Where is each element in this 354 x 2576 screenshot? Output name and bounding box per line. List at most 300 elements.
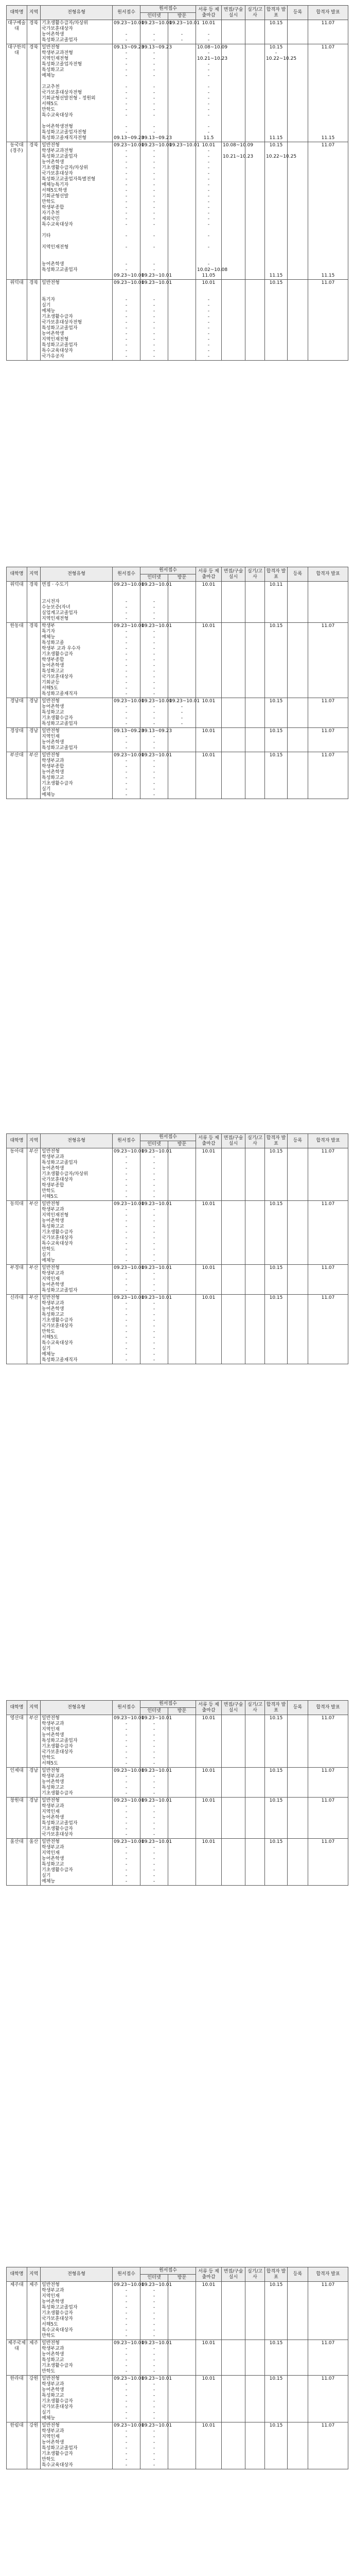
cell-line: [169, 337, 194, 343]
cell-line: [223, 354, 244, 360]
cell-line: [309, 1318, 347, 1324]
cell-line: -: [153, 704, 155, 709]
cell-line: [169, 1727, 194, 1733]
cell-line: -: [153, 2463, 155, 2468]
cell-line: [289, 26, 307, 32]
header-registration: 등록: [288, 567, 308, 582]
cell-line: [197, 745, 220, 751]
cell-line: 09.23~10.01: [114, 623, 145, 629]
cell-line: [246, 2288, 263, 2294]
cell-line: -: [153, 211, 155, 216]
cell-line: [246, 1183, 263, 1189]
application-dates: [113, 280, 145, 361]
cell-line: 09.13~09.23: [141, 45, 172, 50]
cell-line: -: [125, 262, 128, 267]
cell-line: [309, 256, 347, 262]
cell-line: 특성화고교: [42, 67, 64, 73]
cell-line: [266, 663, 286, 669]
cell-line: [289, 1282, 307, 1288]
visit-dates: [168, 280, 196, 361]
cell-line: -: [125, 1282, 128, 1287]
cell-line: [197, 1271, 220, 1277]
cell-line: [169, 90, 194, 96]
cell-line: [169, 73, 194, 79]
cell-line: 09.23~10.01: [114, 2376, 145, 2381]
cell-line: [289, 2463, 307, 2468]
cell-line: [309, 635, 347, 640]
cell-line: [197, 2404, 220, 2410]
cell-line: [169, 1318, 194, 1324]
cell-line: [266, 267, 286, 273]
cell-line: [246, 1207, 263, 1213]
interview-dates: [222, 280, 245, 361]
cell-line: [246, 331, 263, 337]
cell-line: -: [125, 2311, 128, 2316]
cell-line: [289, 205, 307, 211]
cell-line: [246, 1252, 263, 1258]
cell-line: [309, 32, 347, 38]
cell-line: [246, 1235, 263, 1241]
admission-type-list: [41, 20, 113, 44]
cell-line: -: [125, 2440, 128, 2445]
internet-dates: [140, 142, 172, 280]
header-final-result: 합격자 발표: [308, 2267, 348, 2282]
cell-line: [246, 2341, 263, 2346]
cell-line: [289, 753, 307, 758]
cell-line: [169, 1791, 194, 1797]
cell-line: [246, 2322, 263, 2328]
cell-line: -: [125, 1155, 128, 1160]
cell-line: 농어촌학생: [42, 1856, 64, 1861]
cell-line: [197, 758, 220, 764]
cell-line: [169, 594, 194, 599]
cell-line: [223, 107, 244, 113]
cell-line: [309, 239, 347, 245]
cell-line: 10.15: [269, 1798, 283, 1803]
cell-line: 10.01: [202, 1201, 216, 1207]
cell-line: -: [153, 1851, 155, 1856]
cell-line: -: [153, 1738, 155, 1743]
cell-line: -: [125, 1341, 128, 1346]
cell-line: [169, 56, 194, 62]
cell-line: -: [153, 1755, 155, 1760]
cell-line: [289, 691, 307, 697]
cell-line: [223, 1768, 244, 1774]
cell-line: -: [153, 148, 155, 154]
cell-line: -: [153, 1346, 155, 1351]
cell-line: [141, 250, 167, 256]
cell-line: [289, 67, 307, 73]
admission-type-list: [41, 2340, 113, 2376]
cell-line: [246, 1821, 263, 1826]
cell-line: -: [125, 1832, 128, 1837]
cell-line: -: [153, 2399, 155, 2404]
cell-line: -: [207, 124, 210, 129]
cell-line: [223, 1189, 244, 1194]
cell-line: 09.23~10.01: [114, 582, 145, 587]
university-name: 울산대: [7, 1839, 27, 1886]
cell-line: [266, 599, 286, 605]
cell-line: [309, 354, 347, 360]
cell-line: [197, 2387, 220, 2393]
cell-line: [246, 1785, 263, 1791]
cell-line: [309, 326, 347, 331]
cell-line: -: [153, 1172, 155, 1177]
cell-line: [289, 2322, 307, 2328]
cell-line: -: [153, 2382, 155, 2387]
cell-line: [169, 1230, 194, 1235]
cell-line: [309, 616, 347, 622]
table-row: [7, 280, 348, 361]
cell-line: [223, 611, 244, 616]
cell-line: [42, 594, 111, 599]
cell-line: [289, 160, 307, 165]
cell-line: [169, 734, 194, 740]
cell-line: [223, 262, 244, 267]
application-dates: [113, 728, 145, 752]
cell-line: -: [153, 1335, 155, 1340]
cell-line: [169, 2305, 194, 2311]
cell-line: [266, 657, 286, 663]
result-dates: [265, 1715, 288, 1768]
cell-line: [169, 1341, 194, 1346]
cell-line: [223, 118, 244, 124]
cell-line: [42, 292, 111, 297]
cell-line: 기타: [42, 233, 51, 239]
cell-line: [266, 113, 286, 118]
practical-dates: [245, 1715, 265, 1768]
cell-line: [266, 250, 286, 256]
cell-line: -: [125, 1230, 128, 1235]
cell-line: [289, 113, 307, 118]
internet-dates: [140, 280, 172, 361]
cell-line: -: [125, 1873, 128, 1878]
cell-line: [266, 1166, 286, 1172]
cell-line: -: [125, 781, 128, 786]
cell-line: [246, 273, 263, 279]
cell-line: [266, 331, 286, 337]
cell-line: [289, 710, 307, 716]
header-region: 지역: [27, 567, 41, 582]
cell-line: [246, 1295, 263, 1301]
cell-line: [169, 611, 194, 616]
cell-line: -: [153, 245, 155, 250]
cell-line: -: [153, 1845, 155, 1850]
cell-line: [309, 26, 347, 32]
cell-line: [169, 623, 194, 629]
cell-line: [223, 1271, 244, 1277]
cell-line: 지역인재: [42, 1727, 60, 1732]
cell-line: [309, 2399, 347, 2404]
cell-line: [169, 1301, 194, 1307]
cell-line: [289, 211, 307, 216]
cell-line: -: [153, 1324, 155, 1329]
cell-line: 실기: [42, 1346, 51, 1351]
cell-line: 기초생활수급자: [42, 2311, 73, 2316]
admission-type-list: [41, 142, 113, 280]
registration-dates: [288, 142, 308, 280]
cell-line: [246, 1301, 263, 1307]
cell-line: -: [125, 182, 128, 188]
cell-line: -: [153, 2299, 155, 2304]
cell-line: 기초생활수급자: [42, 2363, 73, 2368]
cell-line: [266, 1733, 286, 1738]
cell-line: [309, 2358, 347, 2363]
cell-line: 서해5도: [42, 2322, 58, 2327]
cell-line: [223, 1873, 244, 1879]
cell-line: [246, 130, 263, 135]
cell-line: [309, 2457, 347, 2463]
cell-line: [223, 211, 244, 216]
cell-line: [289, 646, 307, 652]
cell-line: [223, 1856, 244, 1862]
cell-line: 특성화고교: [42, 1312, 64, 1317]
cell-line: [197, 1224, 220, 1230]
cell-line: [246, 165, 263, 171]
cell-line: -: [125, 165, 128, 171]
interview-dates: [222, 2340, 245, 2376]
cell-line: [266, 118, 286, 124]
cell-line: -: [125, 1258, 128, 1263]
cell-line: 기초생활수급자: [42, 1791, 73, 1796]
cell-line: [223, 1301, 244, 1307]
cell-line: [266, 1277, 286, 1282]
cell-line: [289, 194, 307, 199]
cell-line: [169, 96, 194, 101]
cell-line: [169, 2446, 194, 2451]
cell-line: [289, 262, 307, 267]
cell-line: [169, 1183, 194, 1189]
cell-line: [289, 2393, 307, 2399]
cell-line: -: [207, 154, 210, 159]
cell-line: [223, 320, 244, 326]
cell-line: -: [125, 148, 128, 154]
cell-line: [246, 753, 263, 758]
cell-line: [246, 1160, 263, 1166]
cell-line: [223, 1809, 244, 1815]
cell-line: [197, 2363, 220, 2369]
cell-line: [246, 96, 263, 101]
cell-line: [197, 1166, 220, 1172]
cell-line: -: [125, 787, 128, 792]
cell-line: [266, 1301, 286, 1307]
cell-line: -: [153, 1230, 155, 1235]
cell-line: [289, 611, 307, 616]
cell-line: 11.07: [321, 623, 335, 629]
cell-line: -: [207, 130, 210, 135]
cell-line: [246, 1798, 263, 1804]
cell-line: -: [153, 605, 155, 610]
cell-line: 특성화고교졸업자: [42, 154, 78, 159]
table-row: [7, 728, 348, 752]
admission-type-list: [41, 2422, 113, 2469]
cell-line: [141, 292, 167, 297]
cell-line: [266, 84, 286, 90]
cell-line: [42, 256, 111, 262]
cell-line: [289, 1346, 307, 1352]
cell-line: [266, 1761, 286, 1767]
cell-line: -: [125, 1346, 128, 1351]
cell-line: -: [125, 1804, 128, 1809]
cell-line: -: [153, 1744, 155, 1749]
cell-line: 기초생활수급자: [42, 2399, 73, 2404]
cell-line: [309, 130, 347, 135]
cell-line: [223, 775, 244, 781]
region-name: 경남: [27, 1768, 41, 1798]
cell-line: [246, 1873, 263, 1879]
cell-line: [289, 107, 307, 113]
cell-line: [309, 745, 347, 751]
cell-line: -: [125, 605, 128, 610]
header-university: 대학명: [7, 1134, 27, 1148]
cell-line: -: [125, 267, 128, 273]
cell-line: [223, 130, 244, 135]
cell-line: [169, 2341, 194, 2346]
cell-line: -: [207, 101, 210, 107]
cell-line: [289, 1335, 307, 1341]
cell-line: -: [125, 177, 128, 182]
cell-line: [266, 758, 286, 764]
internet-dates: [140, 2282, 172, 2340]
table-row: [7, 582, 348, 623]
region-name: 경북: [27, 20, 41, 44]
cell-line: [289, 1177, 307, 1183]
cell-line: [309, 1258, 347, 1264]
cell-line: -: [153, 1856, 155, 1861]
header-interview: 면접/구술 실시: [222, 2267, 245, 2282]
cell-line: [223, 1727, 244, 1733]
cell-line: -: [153, 2316, 155, 2321]
cell-line: [169, 2429, 194, 2434]
cell-line: [309, 62, 347, 67]
visit-dates: [168, 1839, 196, 1886]
region-name: 경남: [27, 728, 41, 752]
cell-line: [309, 2416, 347, 2421]
cell-line: [114, 228, 139, 233]
header-admission-type: 전형유형: [41, 1134, 113, 1148]
cell-line: [289, 1155, 307, 1160]
cell-line: 10.01: [202, 1149, 216, 1154]
cell-line: [266, 1230, 286, 1235]
cell-line: [289, 2410, 307, 2416]
cell-line: [169, 1218, 194, 1224]
cell-line: [266, 1832, 286, 1838]
cell-line: [169, 2369, 194, 2375]
header-registration: 등록: [288, 1701, 308, 1715]
cell-line: [246, 1265, 263, 1271]
cell-line: 09.23~10.01: [169, 699, 200, 704]
practical-dates: [245, 142, 265, 280]
cell-line: [169, 211, 194, 216]
header-internet: 인터넷: [140, 574, 168, 582]
cell-line: [197, 1301, 220, 1307]
cell-line: [197, 1358, 220, 1363]
cell-line: [197, 674, 220, 680]
header-application-group: 원서접수: [140, 1134, 196, 1141]
cell-line: [246, 1832, 263, 1838]
visit-dates: [168, 1265, 196, 1295]
cell-line: [289, 1277, 307, 1282]
cell-line: -: [153, 1218, 155, 1224]
cell-line: [309, 118, 347, 124]
cell-line: [169, 1832, 194, 1838]
cell-line: [223, 2387, 244, 2393]
schedule-page: [6, 1700, 348, 1886]
cell-line: 10.01: [202, 753, 216, 758]
cell-line: 실기: [42, 787, 51, 792]
cell-line: [266, 1791, 286, 1797]
cell-line: -: [153, 1271, 155, 1276]
cell-line: [141, 256, 167, 262]
cell-line: [246, 1761, 263, 1767]
cell-line: -: [153, 2328, 155, 2333]
cell-line: [169, 303, 194, 309]
cell-line: 10.15: [269, 143, 283, 148]
cell-line: -: [153, 1341, 155, 1346]
cell-line: 10.01: [202, 1295, 216, 1300]
cell-line: -: [125, 1851, 128, 1856]
cell-line: [266, 1826, 286, 1832]
cell-line: [289, 1832, 307, 1838]
cell-line: [289, 90, 307, 96]
cell-line: -: [125, 1183, 128, 1188]
cell-line: -: [153, 646, 155, 651]
cell-line: [169, 107, 194, 113]
cell-line: -: [207, 171, 210, 176]
cell-line: [246, 1271, 263, 1277]
cell-line: [289, 781, 307, 787]
cell-line: [246, 1258, 263, 1264]
cell-line: [197, 1750, 220, 1755]
cell-line: [223, 256, 244, 262]
cell-line: [197, 2316, 220, 2322]
cell-line: [309, 1750, 347, 1755]
cell-line: 11.15: [269, 273, 283, 278]
cell-line: 10.01: [202, 143, 216, 148]
cell-line: -: [153, 1358, 155, 1363]
cell-line: -: [153, 2393, 155, 2398]
admission-type-list: [41, 1798, 113, 1839]
cell-line: -: [125, 2305, 128, 2310]
cell-line: [169, 286, 194, 292]
cell-line: -: [125, 326, 128, 331]
university-name: 부산대: [7, 752, 27, 799]
cell-line: [266, 2416, 286, 2421]
region-name: 강원: [27, 2376, 41, 2422]
cell-line: [246, 26, 263, 32]
cell-line: [309, 1352, 347, 1358]
university-name: 창원대: [7, 1798, 27, 1839]
cell-line: [309, 1160, 347, 1166]
cell-line: [246, 2423, 263, 2429]
cell-line: [266, 124, 286, 130]
cell-line: [169, 2316, 194, 2322]
cell-line: 10.22~10.25: [266, 154, 297, 159]
cell-line: [169, 1352, 194, 1358]
cell-line: [309, 2299, 347, 2305]
cell-line: 10.01: [202, 21, 216, 26]
cell-line: [223, 721, 244, 727]
cell-line: 예체능: [42, 309, 56, 314]
cell-line: [197, 1774, 220, 1780]
cell-line: [223, 1230, 244, 1235]
cell-line: 특성화고교: [42, 669, 64, 674]
cell-line: 학생부교과: [42, 1301, 64, 1306]
cell-line: [266, 721, 286, 727]
cell-line: [197, 26, 220, 32]
cell-line: -: [125, 211, 128, 216]
cell-line: 학생부교과: [42, 2382, 64, 2387]
